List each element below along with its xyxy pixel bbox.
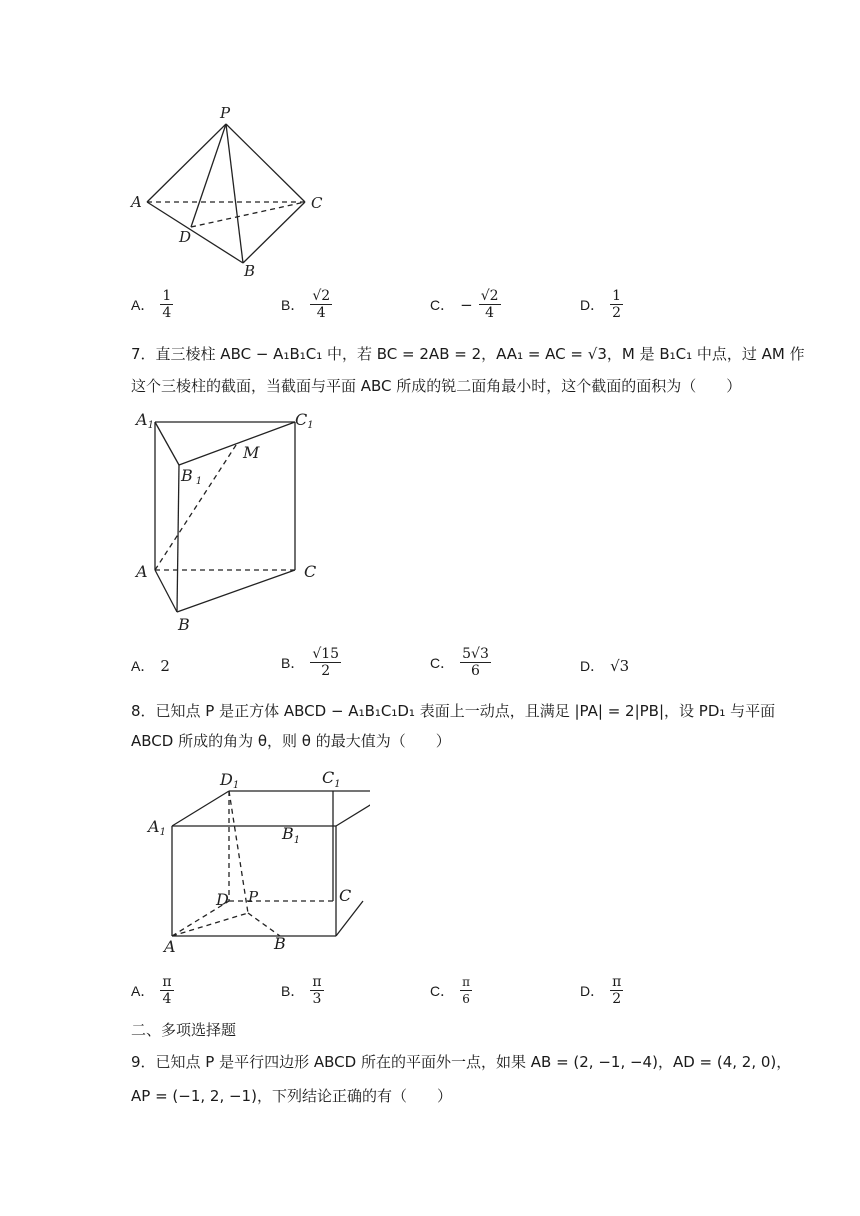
q8-label-B: B [274,934,286,953]
q8-option-c[interactable]: C． $\frac{\pi}{6}$ [430,975,471,1006]
q8-label-A: A [164,937,176,956]
q9-stem-line2: AP = (−1, 2, −1)，下列结论正确的有（ ） [131,1087,452,1105]
q7-prism-figure [128,402,338,636]
q7-option-b[interactable]: B． $\frac{√15}{2}$ [281,646,340,679]
q7-stem-line2: 这个三棱柱的截面，当截面与平面 ABC 所成的锐二面角最小时，这个截面的面积为（ ） [131,377,742,395]
q6-label-C: C [311,194,323,212]
q7-option-c[interactable]: C． $\frac{5√3}{6}$ [430,646,489,679]
q9-stem-line1: 9．已知点 P 是平行四边形 ABCD 所在的平面外一点，如果 AB = (2, −1, −4)，AD = (4, 2, 0)， [131,1053,792,1071]
q6-option-c[interactable]: C． − $\frac{√2}{4}$ [430,288,499,321]
q8-stem-line2: ABCD 所成的角为 θ，则 θ 的最大值为（ ） [131,732,451,750]
q8-label-D: D [216,890,229,909]
q6-pyramid-figure [125,100,345,280]
q8-label-B1: $B_1$ [282,824,301,847]
section-title: 二、多项选择题 [131,1021,237,1039]
q6-option-d[interactable]: D． $\frac{1}{2}$ [580,288,622,321]
q8-option-b[interactable]: B． $\frac{\pi}{3}$ [281,974,322,1007]
q7-label-A: A [136,562,148,581]
q6-option-b[interactable]: B． $\frac{√2}{4}$ [281,288,331,321]
q7-option-a[interactable]: A． 2 [131,657,170,675]
q7-label-A1: A1 [136,410,154,431]
q8-label-D1: D1 [220,770,240,791]
q7-label-B: B [178,615,190,634]
q7-label-C1: C1 [295,410,314,431]
q6-option-a[interactable]: A． $\frac{1}{4}$ [131,288,172,321]
q8-label-C1: $C_1$ [322,768,341,791]
q6-label-P: P [220,104,231,122]
q7-label-C: C [304,562,317,581]
q8-label-P: P [248,888,259,906]
q7-label-M: M [243,443,260,462]
q7-option-d[interactable]: D． √3 [580,657,630,675]
q6-label-A: A [131,193,142,211]
q6-label-B: B [244,262,256,280]
q8-cube-right-edges [330,786,370,906]
q6-label-D: D [179,228,192,246]
q7-stem-line1: 7．直三棱柱 ABC − A₁B₁C₁ 中，若 BC = 2AB = 2，AA₁ = AC = √3，M 是 B₁C₁ 中点，过 AM 作 [131,345,805,363]
q8-label-C: C [339,886,352,905]
q8-option-a[interactable]: A． $\frac{\pi}{4}$ [131,974,172,1007]
q8-label-A1: A1 [148,817,166,838]
q7-label-B1: B 1 [181,466,203,487]
q8-stem-line1: 8．已知点 P 是正方体 ABCD − A₁B₁C₁D₁ 表面上一动点，且满足 |PA| = 2|PB|，设 PD₁ 与平面 [131,702,776,720]
q8-option-d[interactable]: D． $\frac{\pi}{2}$ [580,974,622,1007]
